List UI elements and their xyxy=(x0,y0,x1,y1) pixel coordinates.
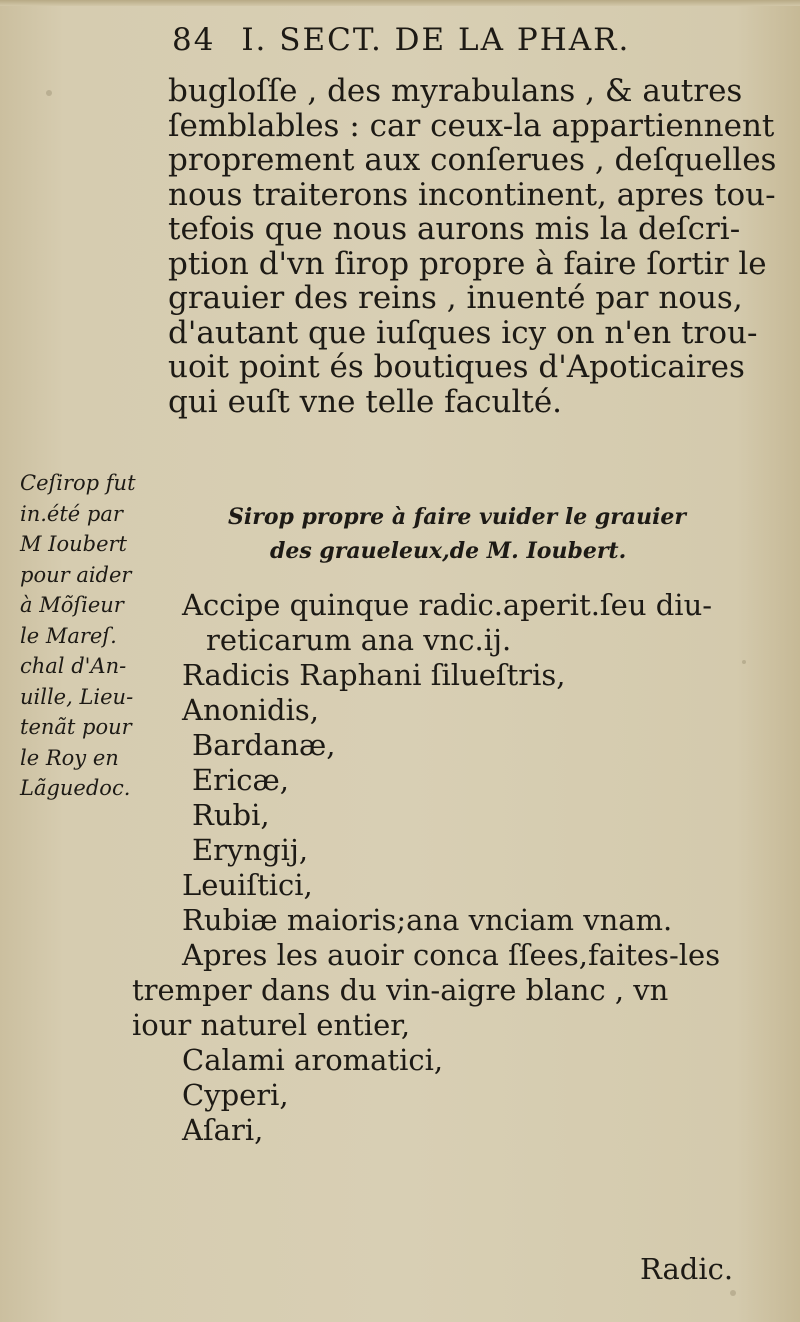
recipe-line: Radicis Raphani ſilueſtris, xyxy=(182,658,566,692)
body-line: nous traiterons incontinent, apres tou- xyxy=(168,176,776,213)
recipe-line: Bardanæ, xyxy=(192,728,336,762)
margin-note-line: à Mõſieur xyxy=(20,593,124,617)
margin-note-line: le Mareſ. xyxy=(20,623,117,648)
body-line: uoit point és boutiques d'Apoticaires xyxy=(168,349,745,385)
margin-note-line: uille, Lieu- xyxy=(20,684,134,709)
paper-speck xyxy=(742,660,746,664)
recipe-line: Ericæ, xyxy=(192,763,290,797)
body-paragraph xyxy=(168,74,788,419)
margin-note-line: Lãguedoc. xyxy=(20,776,131,800)
recipe-line: Accipe quinque radic.aperit.ſeu diu- xyxy=(182,588,713,622)
recipe-heading-line: des graueleux,de M. Ioubert. xyxy=(270,538,627,564)
recipe-line: Cyperi, xyxy=(182,1078,289,1112)
running-title: I. SECT. DE LA PHAR. xyxy=(241,22,631,58)
margin-note-line: M Ioubert xyxy=(20,532,127,556)
body-line: proprement aux conſerues , deſquelles xyxy=(168,142,777,178)
recipe-line: Apres les auoir conca ſſees,faites-les xyxy=(182,938,721,972)
margin-note-line: le Roy en xyxy=(20,745,119,770)
recipe-heading xyxy=(228,500,788,568)
margin-note-line: Ceſirop fut xyxy=(20,471,136,495)
recipe-line: tremper dans du vin-aigre blanc , vn xyxy=(132,973,669,1007)
page-top-edge xyxy=(0,0,800,6)
body-line: bugloſſe , des myrabulans , & autres xyxy=(168,73,743,109)
body-line: ption d'vn ſirop propre à faire ſortir le xyxy=(168,245,767,282)
recipe-line: iour naturel entier, xyxy=(132,1008,411,1042)
body-line: d'autant que iuſques icy on n'en trou- xyxy=(168,314,758,351)
body-line: ſemblables : car ceux-la appartiennent xyxy=(168,107,775,144)
body-line: tefois que nous aurons mis la deſcri- xyxy=(168,211,741,247)
recipe-line: Aſari, xyxy=(182,1113,264,1147)
recipe-text xyxy=(132,588,792,1148)
margin-note-line: in.été par xyxy=(20,501,123,526)
running-header xyxy=(172,22,782,72)
margin-note-line: pour aider xyxy=(20,562,132,587)
paper-speck xyxy=(46,90,52,96)
margin-note-line: tenãt pour xyxy=(20,715,132,739)
recipe-line: Rubiæ maioris;ana vnciam vnam. xyxy=(182,903,673,937)
paper-speck xyxy=(730,1290,736,1296)
body-line: grauier des reins , inuenté par nous, xyxy=(168,280,743,316)
recipe-heading-line: Sirop propre à faire vuider le grauier xyxy=(228,504,687,530)
recipe-line: Leuiſtici, xyxy=(182,868,313,902)
recipe-line: Rubi, xyxy=(192,798,270,832)
body-line: qui euſt vne telle faculté. xyxy=(168,383,563,420)
recipe-line: Anonidis, xyxy=(182,693,319,727)
page-number: 84 xyxy=(172,22,216,58)
recipe-line: Eryngij, xyxy=(192,833,309,867)
catchword: Radic. xyxy=(640,1252,734,1286)
margin-note xyxy=(20,468,170,804)
recipe-line: Calami aromatici, xyxy=(182,1043,444,1077)
margin-note-line: chal d'An- xyxy=(20,654,127,678)
recipe-line: reticarum ana vnc.ij. xyxy=(206,623,512,657)
